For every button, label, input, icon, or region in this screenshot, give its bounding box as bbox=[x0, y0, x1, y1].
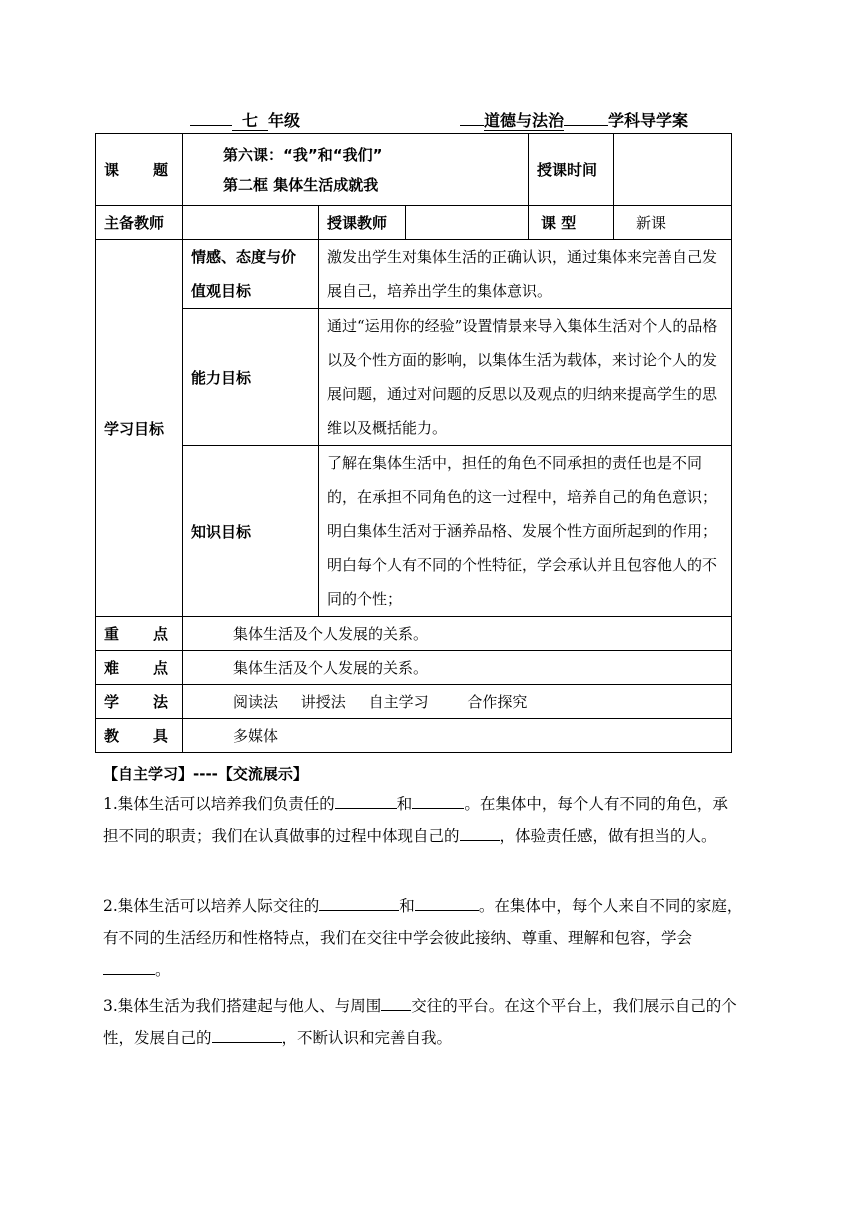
goals-label: 学习目标 bbox=[96, 240, 183, 617]
topic-line-1: 第六课：“我”和“我们” bbox=[223, 145, 383, 164]
subject-blank-right bbox=[564, 109, 608, 126]
topic-line-2: 第二框 集体生活成就我 bbox=[223, 175, 379, 194]
key-label-cell: 重 点 bbox=[96, 617, 183, 651]
topic-label-cell bbox=[96, 134, 183, 206]
method-item: 阅读法 bbox=[233, 693, 279, 711]
key-text: 集体生活及个人发展的关系。 bbox=[183, 617, 732, 651]
goal-knowledge-label: 知识目标 bbox=[183, 446, 319, 617]
goal-ability-label: 能力目标 bbox=[183, 309, 319, 446]
grade-blank bbox=[190, 109, 232, 126]
answer-blank[interactable] bbox=[212, 1024, 282, 1043]
answer-blank[interactable] bbox=[415, 892, 479, 911]
method-item: 自主学习 bbox=[368, 693, 429, 711]
answer-blank[interactable] bbox=[381, 992, 411, 1011]
answer-blank[interactable] bbox=[103, 956, 155, 975]
section-title: 【自主学习】----【交流展示】 bbox=[103, 765, 308, 783]
topic-label: 课 题 bbox=[104, 161, 168, 179]
goal-ability-text: 通过“运用你的经验”设置情景来导入集体生活对个人的品格以及个性方面的影响，以集体生活为载体，来讨论个人的发展问题，通过对问题的反思以及观点的归纳来提高学生的思维以及概括能力。 bbox=[319, 309, 732, 446]
subject-blank-left bbox=[460, 109, 484, 126]
type-value: 新课 bbox=[614, 206, 732, 240]
goal-emotion-text: 激发出学生对集体生活的正确认识，通过集体来完善自己发展自己，培养出学生的集体意识。 bbox=[319, 240, 732, 309]
time-label: 授课时间 bbox=[529, 134, 614, 206]
time-value-cell bbox=[614, 134, 732, 206]
methods-cell bbox=[183, 685, 732, 719]
main-teacher-value bbox=[183, 206, 319, 240]
topic-cell bbox=[183, 134, 529, 206]
tools-label-cell: 教 具 bbox=[96, 719, 183, 753]
answer-blank[interactable] bbox=[412, 790, 464, 809]
main-teacher-label: 主备教师 bbox=[96, 206, 183, 240]
answer-blank[interactable] bbox=[335, 790, 397, 809]
difficulty-text: 集体生活及个人发展的关系。 bbox=[183, 651, 732, 685]
method-label-cell: 学 法 bbox=[96, 685, 183, 719]
type-label: 课 型 bbox=[529, 206, 614, 240]
subject-header bbox=[460, 108, 688, 131]
goal-knowledge-text: 了解在集体生活中，担任的角色不同承担的责任也是不同的，在承担不同角色的这一过程中，培养自己的角色意识；明白集体生活对于涵养品格、发展个性方面所起到的作用；明白每个人有不同的个性特征，学会承认并且包容他人的不同的个性； bbox=[319, 446, 732, 617]
tools-text: 多媒体 bbox=[183, 719, 732, 753]
grade-value: 七 bbox=[232, 111, 268, 131]
answer-blank[interactable] bbox=[319, 892, 399, 911]
grade-header bbox=[190, 108, 300, 131]
question-3: 3.集体生活为我们搭建起与他人、与周围 交往的平台。在这个平台上，我们展示自己的个性，发展自己的 ，不断认识和完善自我。 bbox=[103, 990, 743, 1054]
answer-blank[interactable] bbox=[460, 822, 500, 841]
method-item: 讲授法 bbox=[300, 693, 346, 711]
lesson-plan-table bbox=[95, 133, 732, 753]
method-item: 合作探究 bbox=[467, 693, 528, 711]
subject-suffix: 学科导学案 bbox=[608, 111, 689, 130]
question-1: 1.集体生活可以培养我们负责任的 和 。在集体中，每个人有不同的角色，承担不同的职责；我们在认真做事的过程中体现自己的 ，体验责任感，做有担当的人。 bbox=[103, 788, 743, 852]
grade-suffix: 年级 bbox=[268, 111, 301, 130]
difficulty-label-cell: 难 点 bbox=[96, 651, 183, 685]
teacher-label: 授课教师 bbox=[319, 206, 406, 240]
subject-value: 道德与法治 bbox=[484, 111, 565, 130]
teacher-value bbox=[406, 206, 529, 240]
goal-emotion-label: 情感、态度与价值观目标 bbox=[183, 240, 319, 309]
question-2: 2.集体生活可以培养人际交往的 和 。在集体中，每个人来自不同的家庭，有不同的生活经历和性格特点，我们在交往中学会彼此接纳、尊重、理解和包容，学会。 bbox=[103, 890, 743, 986]
